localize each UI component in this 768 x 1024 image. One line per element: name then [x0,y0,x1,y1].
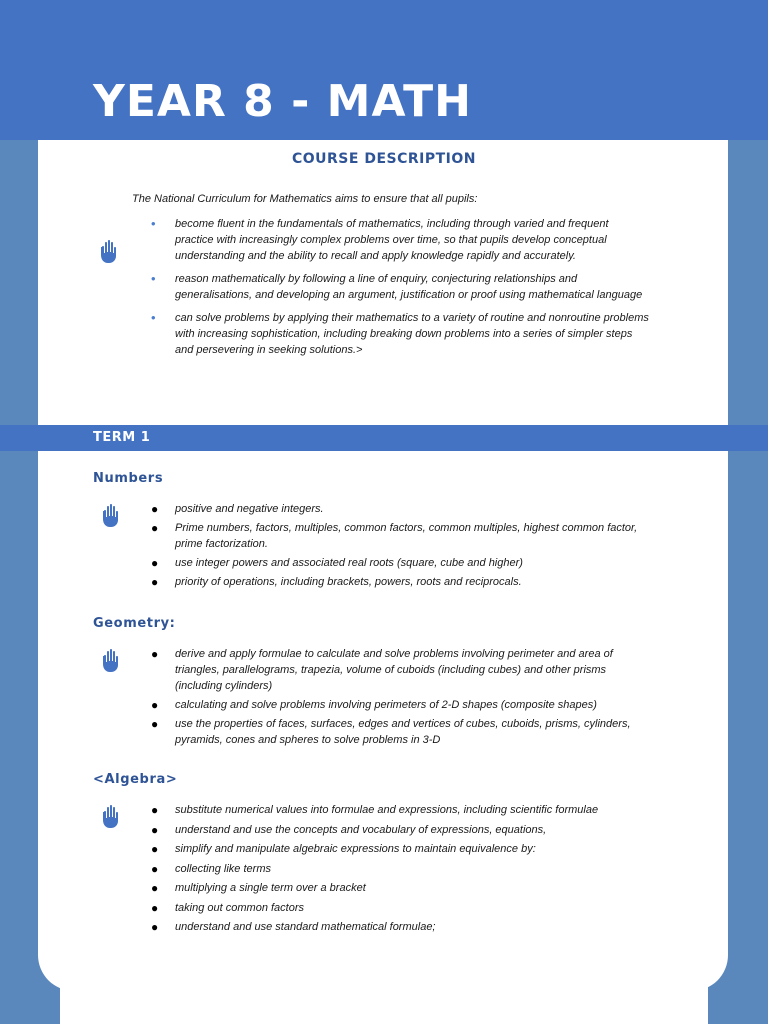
hand-icon [99,647,121,673]
list-item: ● understand and use standard mathematical formulae; [151,920,436,934]
term-label: TERM 1 [93,430,151,445]
list-item: ● multiplying a single term over a bracket [151,881,366,895]
hand-icon [97,238,119,264]
list-item: ● priority of operations, including brackets, powers, roots and reciprocals. [151,575,522,589]
section-heading-algebra: <Algebra> [93,772,178,787]
list-item: ● understand and use the concepts and vocabulary of expressions, equations, [151,822,547,837]
list-item: ● derive and apply formulae to calculate and solve problems involving perimeter and area of triangles, parallelograms, trapezia, volume of cuboids (including cubes) and other prisms (including cylinders) [151,647,613,692]
course-intro: The National Curriculum for Mathematics aims to ensure that all pupils: [132,193,478,205]
page-title: YEAR 8 - MATH [93,76,472,127]
list-item: ● collecting like terms [151,861,271,876]
course-aims-list [150,216,650,358]
list-item: ● simplify and manipulate algebraic expressions to maintain equivalence by: [151,842,536,856]
algebra-list [150,802,650,935]
list-item: ● substitute numerical values into formulae and expressions, including scientific formulae [151,803,599,817]
list-item: • become fluent in the fundamentals of mathematics, including through varied and frequent practice with increasingly complex problems over time, so that pupils develop conceptual understanding and the ability to recall and apply knowledge rapidly and accurately. [151,216,609,262]
hand-icon [99,502,121,528]
list-item: ● use integer powers and associated real roots (square, cube and higher) [151,556,523,570]
course-description-heading: COURSE DESCRIPTION [291,151,476,167]
list-item: ● Prime numbers, factors, multiples, common factors, common multiples, highest common factor, prime factorization. [151,521,638,550]
hand-icon [99,803,121,829]
list-item: • reason mathematically by following a line of enquiry, conjecturing relationships and generalisations, and developing an argument, justification or proof using mathematical language [151,271,643,301]
section-heading-numbers: Numbers [93,471,164,486]
numbers-list [150,501,650,590]
term-bar [0,425,768,451]
header-band [0,0,768,140]
list-item: ● taking out common factors [151,900,305,915]
list-item: ● calculating and solve problems involving perimeters of 2-D shapes (composite shapes) [151,698,597,712]
section-heading-geometry: Geometry: [93,616,176,631]
list-item: • can solve problems by applying their mathematics to a variety of routine and nonroutine problems with increasing sophistication, including breaking down problems into a series of simpler steps and persevering in seeking solutions.> [151,310,649,356]
list-item: ● use the properties of faces, surfaces, edges and vertices of cubes, cuboids, prisms, cylinders, pyramids, cones and spheres to solve problems in 3-D [151,717,631,746]
list-item: ● positive and negative integers. [151,502,324,516]
geometry-list [150,646,650,748]
